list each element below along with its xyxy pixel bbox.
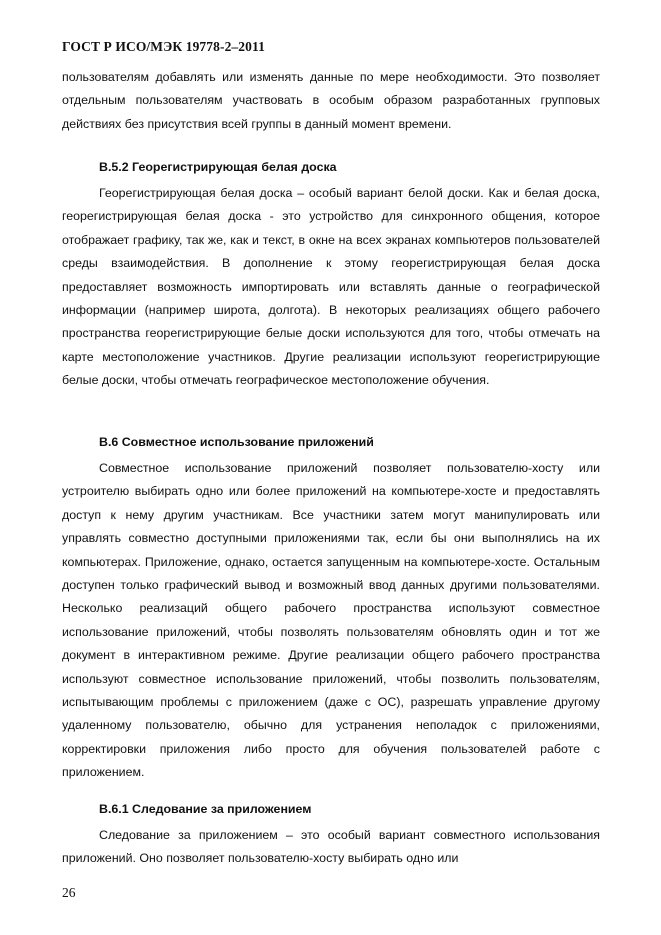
section-b61-heading: В.6.1 Следование за приложением	[99, 802, 312, 816]
section-b6-block	[62, 457, 600, 785]
section-b52-heading: В.5.2 Георегистрирующая белая доска	[99, 160, 337, 174]
section-b52-block	[62, 182, 600, 393]
document-header: ГОСТ Р ИСО/МЭК 19778-2–2011	[62, 39, 265, 54]
intro-paragraph: пользователям добавлять или изменять данные по мере необходимости. Это позволяет отдельным пользователям участвовать в особым образом разработанных групповых действиях без присутствия всей группы в данный момент времени.	[62, 70, 600, 131]
section-b6-heading: В.6 Совместное использование приложений	[99, 435, 374, 449]
section-b61-block	[62, 824, 600, 871]
intro-block	[62, 66, 600, 136]
section-b6-paragraph: Совместное использование приложений позволяет пользователю-хосту или устроителю выбирать одно или более приложений на компьютере-хосте и предоставлять доступ к нему другим участникам. Все участники затем могут манипулировать или управлять совместно доступными приложениями так, если бы они выполнялись на их компьютерах. Приложение, однако, остается запущенным на компьютере-хосте. Остальным доступен только графический вывод и возможный ввод данных другими пользователями. Несколько реализаций общего рабочего пространства используют совместное использование приложений, чтобы позволять пользователям обновлять один и тот же документ в интерактивном режиме. Другие реализации общего рабочего пространства используют совместное использование приложений, чтобы позволить пользователям, испытывающим проблемы с приложением (даже с ОС), разрешать управление другому удаленному пользователю, обычно для устранения неполадок с приложениями, корректировки приложения либо просто для обучения пользователей работе с приложением.	[62, 461, 600, 780]
section-b52-paragraph: Георегистрирующая белая доска – особый вариант белой доски. Как и белая доска, георегистрирующая белая доска - это устройство для синхронного общения, которое отображает графику, так же, как и текст, в окне на всех экранах компьютеров пользователей среды взаимодействия. В дополнение к этому георегистрирующая белая доска предоставляет возможность импортировать или вставлять данные о географической информации (например широта, долгота). В некоторых реализациях общего рабочего пространства георегистрирующие белые доски используются для того, чтобы отмечать на карте местоположение участников. Другие реализации используют георегистрирующие белые доски, чтобы отмечать географическое местоположение обучения.	[62, 186, 600, 388]
page-number: 26	[62, 885, 76, 900]
section-b61-paragraph: Следование за приложением – это особый вариант совместного использования приложений. Оно позволяет пользователю-хосту выбирать одно или	[62, 828, 600, 866]
